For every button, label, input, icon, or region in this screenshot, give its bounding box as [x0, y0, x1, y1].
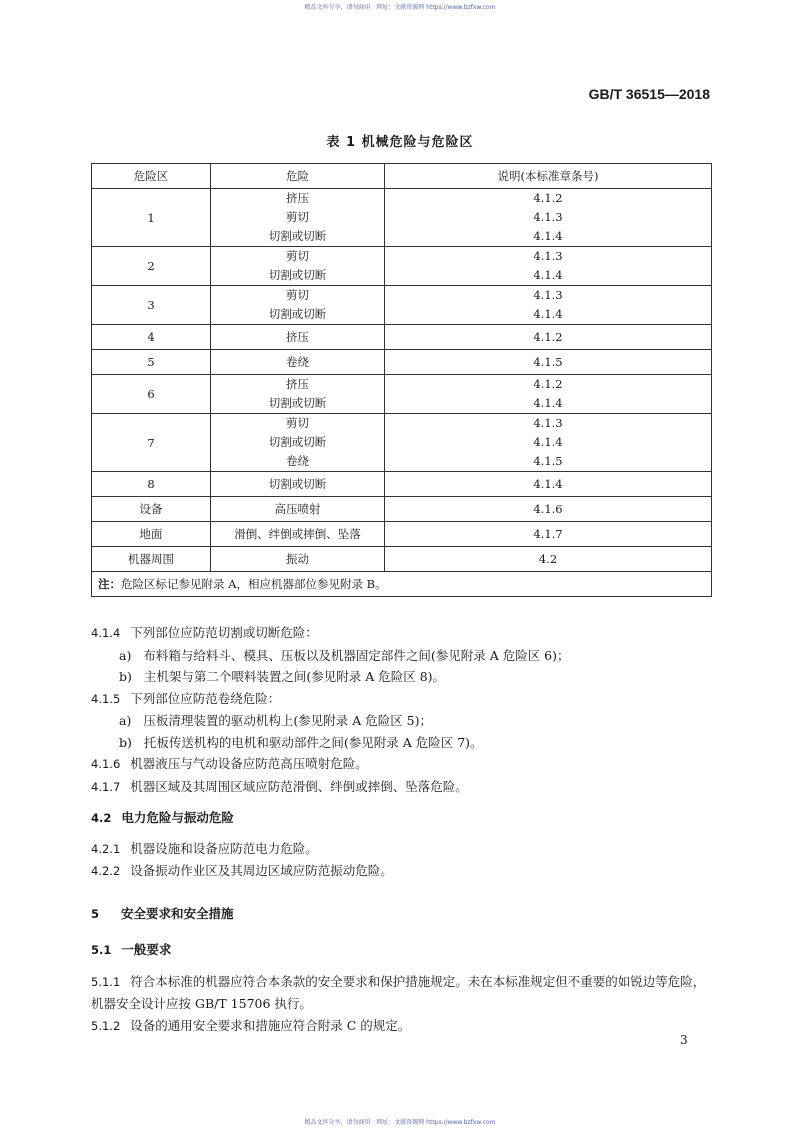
- table-row: [92, 286, 712, 325]
- clause-number: 5.1.2: [91, 1018, 121, 1033]
- zone-cell: 6: [92, 375, 211, 414]
- clause-text: 下列部位应防范切割或切断危险：: [130, 625, 318, 640]
- reference-cell: [385, 247, 712, 286]
- reference-cell: [385, 414, 712, 472]
- reference-item: 4.1.4: [533, 396, 563, 410]
- reference-cell: [385, 189, 712, 247]
- reference-cell: 4.1.4: [385, 472, 712, 497]
- table-row: [92, 414, 712, 472]
- body-text: [91, 622, 716, 1037]
- list-label: a): [119, 713, 132, 728]
- clause-4-1-5: [91, 688, 716, 711]
- clause-text: 设备的通用安全要求和措施应符合附录 C 的规定。: [130, 1017, 411, 1033]
- hazard-cell: 高压喷射: [211, 497, 385, 522]
- list-label: a): [119, 647, 132, 663]
- heading-number: 5.1: [91, 943, 112, 957]
- heading-text: 安全要求和安全措施: [121, 905, 234, 921]
- reference-item: 4.1.3: [533, 416, 563, 430]
- hazard-item: 剪切: [286, 249, 309, 263]
- table-row: [92, 350, 712, 375]
- hazard-cell: [211, 375, 385, 414]
- heading-4-2: [91, 807, 716, 830]
- hazard-item: 切割或切断: [268, 307, 327, 321]
- reference-item: 4.1.4: [533, 229, 563, 243]
- hazard-item: 剪切: [286, 288, 309, 302]
- heading-number: 5: [91, 906, 100, 921]
- header-hazard: 危险: [211, 164, 385, 189]
- table-header-row: [92, 164, 712, 189]
- list-label: b): [119, 669, 132, 684]
- clause-number: 4.1.4: [91, 626, 121, 640]
- table-note: [92, 572, 712, 597]
- reference-item: 4.1.4: [533, 435, 563, 449]
- note-label: 注：: [98, 577, 121, 591]
- table-row: [92, 189, 712, 247]
- hazard-cell: 振动: [211, 547, 385, 572]
- page-number: 3: [680, 1033, 688, 1047]
- zone-cell: 2: [92, 247, 211, 286]
- hazard-item: 切割或切断: [268, 268, 327, 282]
- reference-cell: 4.1.2: [385, 325, 712, 350]
- table-row: [92, 375, 712, 414]
- clause-text: 下列部位应防范卷绕危险：: [130, 690, 281, 706]
- header-reference: 说明(本标准章条号): [385, 164, 712, 189]
- hazard-item: 切割或切断: [268, 229, 327, 243]
- clause-4-1-4: [91, 622, 716, 645]
- hazard-item: 剪切: [286, 210, 309, 224]
- hazard-cell: [211, 189, 385, 247]
- heading-number: 4.2: [91, 811, 112, 825]
- clause-text: 机器区域及其周围区域应防范滑倒、绊倒或摔倒、坠落危险。: [130, 778, 468, 794]
- hazard-item: 卷绕: [286, 454, 309, 468]
- reference-cell: [385, 375, 712, 414]
- reference-cell: [385, 286, 712, 325]
- hazard-item: 剪切: [286, 416, 309, 430]
- header-zone: 危险区: [92, 164, 211, 189]
- clause-number: 4.2.2: [91, 864, 121, 878]
- clause-text: 机器液压与气动设备应防范高压喷射危险。: [130, 756, 368, 771]
- hazard-cell: [211, 247, 385, 286]
- watermark-bottom: 精品文库分享，请勿商用 · 网址：文献资源网 https://www.bzfxw.com: [304, 1119, 496, 1126]
- clause-number: 5.1.1: [91, 974, 121, 989]
- heading-5-1: [91, 939, 716, 962]
- reference-item: 4.1.4: [533, 268, 563, 282]
- clause-5-1-2: [91, 1015, 716, 1038]
- clause-5-1-1: [91, 971, 716, 1015]
- reference-cell: 4.1.5: [385, 350, 712, 375]
- zone-cell: 4: [92, 325, 211, 350]
- watermark-top: 精品文库分享，请勿商用 · 网址：文献资源网 https://www.bzfxw.com: [304, 4, 496, 11]
- zone-cell: 机器周围: [92, 547, 211, 572]
- hazard-cell: 滑倒、绊倒或摔倒、坠落: [211, 522, 385, 547]
- table-row: [92, 325, 712, 350]
- table-note-row: [92, 572, 712, 597]
- heading-text: 电力危险与振动危险: [121, 810, 234, 825]
- reference-item: 4.1.3: [533, 249, 563, 263]
- hazard-cell: [211, 414, 385, 472]
- clause-number: 4.1.7: [91, 779, 121, 794]
- zone-cell: 5: [92, 350, 211, 375]
- standard-code: GB/T 36515—2018: [588, 86, 710, 102]
- list-text: 托板传送机构的电机和驱动部件之间(参见附录 A 危险区 7)。: [143, 734, 483, 750]
- reference-cell: 4.1.7: [385, 522, 712, 547]
- clause-4-1-6: [91, 753, 716, 776]
- table-row: [92, 497, 712, 522]
- clause-number: 4.1.6: [91, 757, 121, 771]
- clause-4-1-5-a: [91, 710, 716, 732]
- hazard-item: 挤压: [286, 377, 309, 391]
- heading-text: 一般要求: [121, 942, 172, 957]
- list-label: b): [119, 734, 132, 750]
- reference-item: 4.1.3: [533, 288, 563, 302]
- clause-4-1-5-b: [91, 732, 716, 754]
- table-title: 表 1 机械危险与危险区: [326, 135, 474, 150]
- clause-number: 4.2.1: [91, 841, 121, 856]
- hazard-item: 切割或切断: [268, 396, 327, 410]
- zone-cell: 8: [92, 472, 211, 497]
- table-row: [92, 547, 712, 572]
- reference-cell: 4.1.6: [385, 497, 712, 522]
- clause-4-2-2: [91, 860, 716, 883]
- clause-4-2-1: [91, 838, 716, 861]
- clause-text: 设备振动作业区及其周边区域应防范振动危险。: [130, 863, 393, 878]
- list-text: 主机架与第二个喂料装置之间(参见附录 A 危险区 8)。: [143, 669, 446, 684]
- hazard-cell: 卷绕: [211, 350, 385, 375]
- reference-item: 4.1.5: [533, 454, 563, 468]
- zone-cell: 地面: [92, 522, 211, 547]
- hazard-item: 挤压: [286, 191, 309, 205]
- list-text: 压板清理装置的驱动机构上(参见附录 A 危险区 5)；: [143, 713, 432, 728]
- hazard-table: [91, 163, 712, 597]
- reference-item: 4.1.3: [533, 210, 563, 224]
- reference-item: 4.1.2: [533, 191, 563, 205]
- clause-number: 4.1.5: [91, 691, 121, 706]
- zone-cell: 设备: [92, 497, 211, 522]
- clause-4-1-7: [91, 776, 716, 799]
- hazard-item: 切割或切断: [268, 435, 327, 449]
- note-text: 危险区标记参见附录 A，相应机器部位参见附录 B。: [121, 577, 387, 591]
- clause-4-1-4-b: [91, 666, 716, 688]
- clause-text: 机器设施和设备应防范电力危险。: [130, 840, 318, 856]
- table-row: [92, 472, 712, 497]
- hazard-cell: 切割或切断: [211, 472, 385, 497]
- zone-cell: 3: [92, 286, 211, 325]
- clause-4-1-4-a: [91, 645, 716, 667]
- table-row: [92, 247, 712, 286]
- zone-cell: 7: [92, 414, 211, 472]
- reference-cell: 4.2: [385, 547, 712, 572]
- heading-5: [91, 903, 716, 926]
- reference-item: 4.1.2: [533, 377, 563, 391]
- clause-text: 符合本标准的机器应符合本条款的安全要求和保护措施规定。未在本标准规定但不重要的如锐边等危险，机器安全设计应按 GB/T 15706 执行。: [91, 973, 706, 1011]
- list-text: 布料箱与给料斗、模具、压板以及机器固定部件之间(参见附录 A 危险区 6)；: [143, 647, 570, 663]
- hazard-cell: [211, 286, 385, 325]
- hazard-cell: 挤压: [211, 325, 385, 350]
- zone-cell: 1: [92, 189, 211, 247]
- reference-item: 4.1.4: [533, 307, 563, 321]
- table-row: [92, 522, 712, 547]
